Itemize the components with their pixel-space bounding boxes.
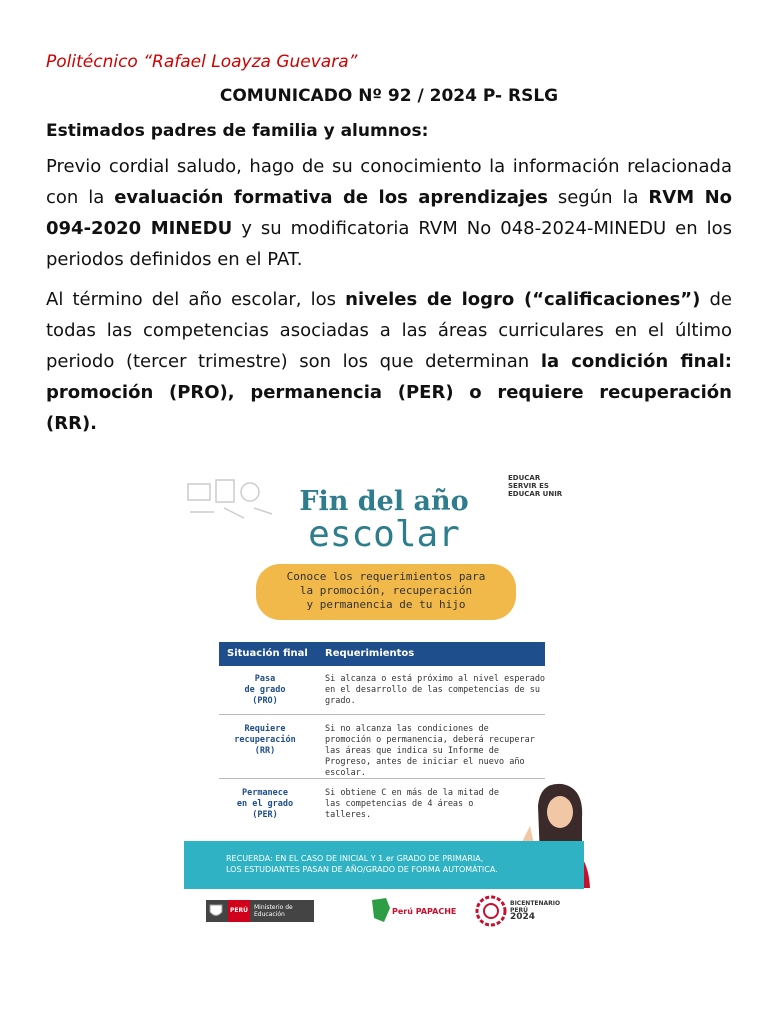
row-divider <box>219 714 545 715</box>
svg-text:Perú PAPACHE: Perú PAPACHE <box>392 907 457 916</box>
bicentenario-logo: BICENTENARIO PERÚ 2024 <box>474 894 554 928</box>
greeting: Estimados padres de familia y alumnos: <box>46 121 429 141</box>
educar-logo: EDUCAR SERVIR ES EDUCAR UNIR <box>508 474 563 498</box>
column-requerimientos: Requerimientos <box>325 648 415 659</box>
paragraph-1: Previo cordial saludo, hago de su conocimiento la información relacionada con la evaluación formativa de los aprendizajes según la RVM No 094-2020 MINEDU y su modificatoria RVM No 048-2024-MINEDU en los periodos definidos en el PAT. <box>46 156 732 270</box>
row-situation: Permanece en el grado (PER) <box>236 788 294 820</box>
flyer-title-line2: escolar <box>308 514 460 555</box>
row-divider <box>219 778 545 779</box>
paragraph-2: Al término del año escolar, los niveles de logro (“calificaciones”) de todas las competencias asociadas a las áreas curriculares en el último periodo (tercer trimestre) son los que determinan la condición final: promoción (PRO), permanencia (PER) o requiere recuperación (RR). <box>46 289 732 434</box>
communique-title: COMUNICADO Nº 92 / 2024 P- RSLG <box>219 86 559 106</box>
peru-map-icon <box>364 894 457 928</box>
row-situation: Pasa de grado (PRO) <box>244 674 286 706</box>
document-body <box>46 52 732 448</box>
flyer-title-line1: Fin del año <box>299 486 469 517</box>
bicentenario-emblem-icon <box>474 894 508 928</box>
row-situation: Requiere recuperación (RR) <box>234 724 296 756</box>
recuerda-notice: RECUERDA: EN EL CASO DE INICIAL Y 1.er GRADO DE PRIMARIA, LOS ESTUDIANTES PASAN DE AÑO/GRADO DE FORMA AUTOMÁTICA. <box>184 841 584 889</box>
row-requirement: Si no alcanza las condiciones de promoción o permanencia, deberá recuperar las áreas que indica su Informe de Progreso, antes de iniciar el nuevo año escolar. <box>325 724 535 778</box>
flyer-footer-logos <box>184 894 584 930</box>
fin-del-ano-escolar-flyer <box>184 472 584 930</box>
column-situacion: Situación final <box>227 648 308 659</box>
minedu-logo: PERÚ Ministerio de Educación <box>206 900 314 922</box>
row-requirement: Si obtiene C en más de la mitad de las competencias de 4 áreas o talleres. <box>325 788 499 820</box>
school-name: Politécnico “Rafael Loayza Guevara” <box>46 52 358 72</box>
row-requirement: Si alcanza o está próximo al nivel esperado en el desarrollo de las competencias de su grado. <box>325 674 546 706</box>
peru-papache-logo <box>364 894 457 928</box>
shield-icon <box>208 903 224 919</box>
table-header <box>219 642 545 666</box>
flyer-banner: Conoce los requerimientos para la promoción, recuperación y permanencia de tu hijo <box>256 564 516 620</box>
